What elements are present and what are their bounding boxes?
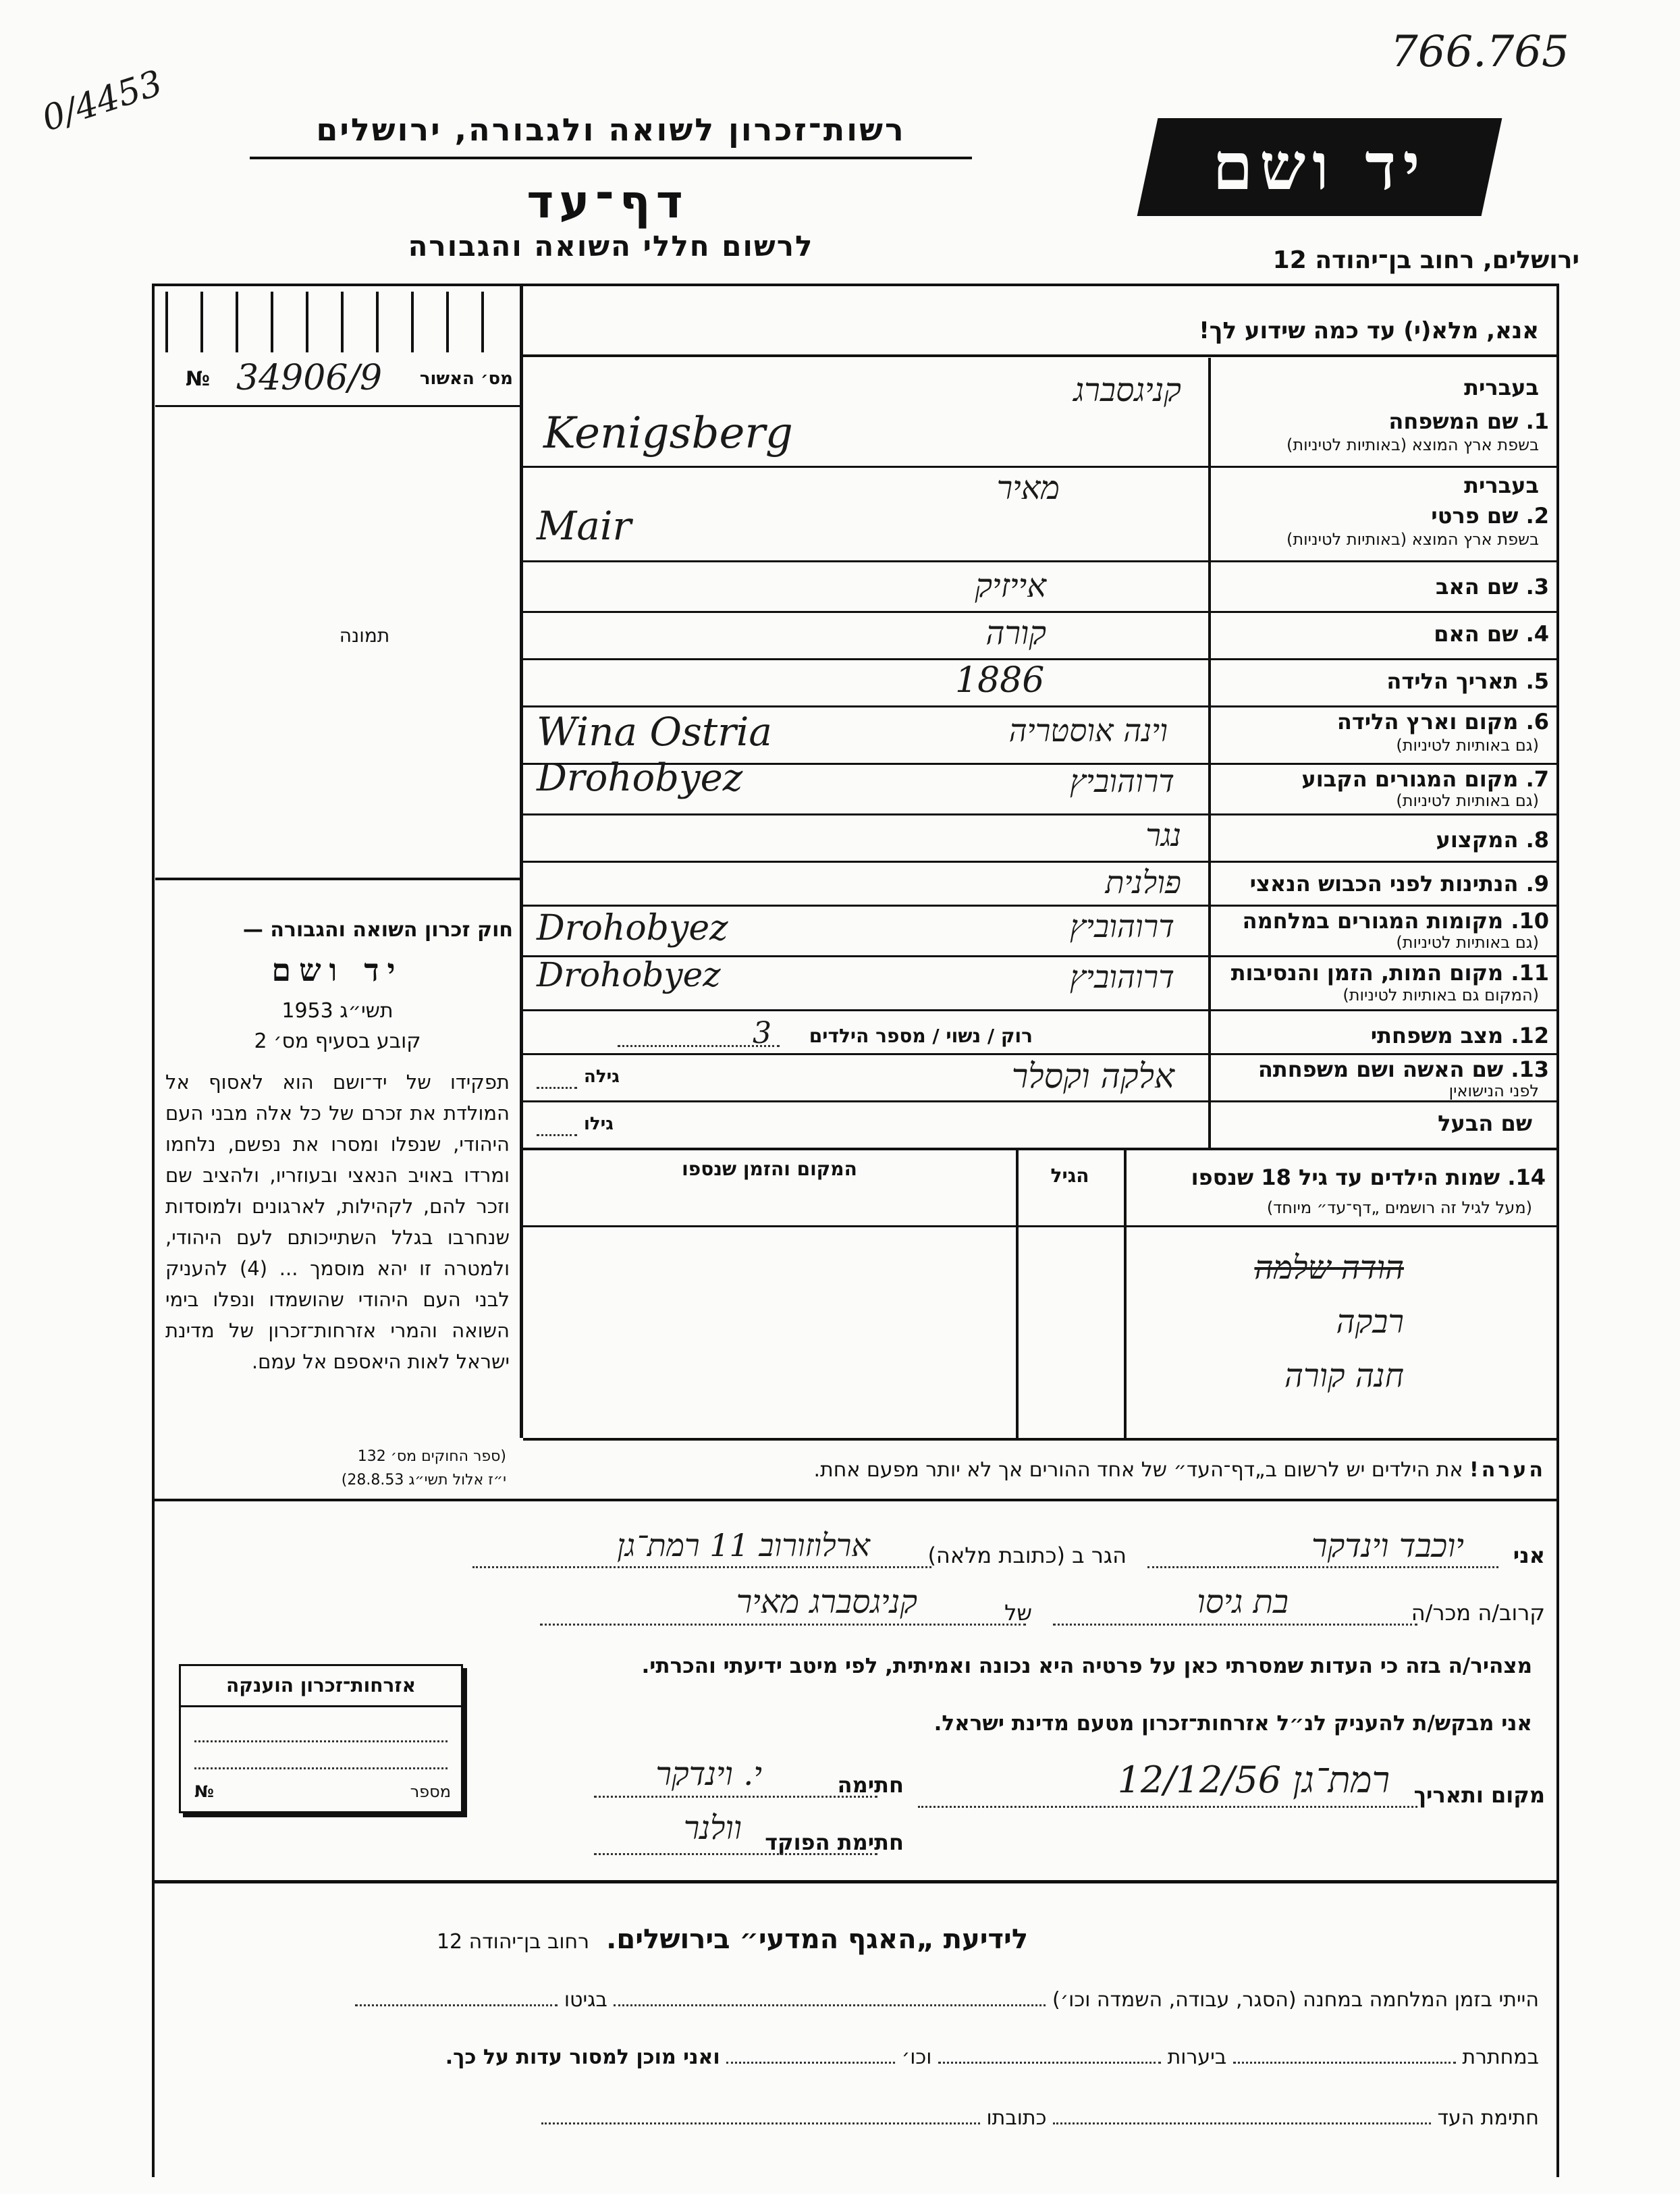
fields-section [523, 358, 1559, 1148]
registration-label: מס׳ האשור [419, 369, 513, 389]
field-10-value-he: דרוהוביץ [1069, 908, 1174, 944]
wife-age-label: גילה [584, 1067, 620, 1087]
field-1-label: 1. שם המשפחה [1388, 408, 1549, 434]
decl-relation-label: קרוב/ה מכר/ה [1411, 1600, 1545, 1626]
decl-i-label: אני [1513, 1543, 1545, 1568]
children-header-line [523, 1225, 1559, 1227]
law-year: תשי״ג 1953 [281, 999, 394, 1023]
registration-prefix: № [186, 367, 211, 391]
field-6-value-he: וינה אוסטריה [1008, 712, 1168, 749]
field-12-label: 12. מצב משפחתי [1370, 1023, 1549, 1048]
registration [182, 358, 513, 398]
authority-underline [250, 157, 972, 159]
field-10-label: 10. מקומות המגורים במלחמה [1242, 908, 1549, 934]
intro-text: אנא, מלא(י) עד כמה שידוע לך! [1199, 317, 1539, 344]
field-4-value: קורה [985, 614, 1046, 652]
decl-relation: בת גיסו [1197, 1583, 1289, 1621]
field-11-sub: (המקום גם באותיות לטיניות) [1343, 986, 1539, 1005]
husband-age-label: גילו [584, 1114, 614, 1134]
decl-address: ארלוזורוב 11 רמת־גן [617, 1527, 870, 1563]
field-13-sub: לפני הנישואין [1448, 1081, 1539, 1100]
field-9-label: 9. הנתינות לפני הכבוש הנאצי [1249, 871, 1549, 897]
law-source-2: י״ז אלול תשי״ג 28.8.53) [341, 1472, 506, 1489]
field-7-label: 7. מקום המגורים הקבוע [1301, 766, 1549, 792]
decl-of-name: קניגסברג מאיר [736, 1583, 917, 1621]
photo-label: תמונה [339, 624, 390, 647]
field-6-label: 6. מקום וארץ הלידה [1336, 709, 1549, 734]
field-8-value: נגר [1145, 817, 1181, 853]
field-5-value: 1886 [955, 660, 1045, 701]
field-7-value-he: דרוהוביץ [1069, 763, 1174, 799]
lang-hebrew-2: בעברית [1464, 473, 1539, 498]
children-place-header: המקום והזמן שנספו [682, 1158, 857, 1180]
note [526, 1458, 1546, 1482]
form-title: דף־עד [526, 176, 688, 229]
note-label: הערה! [1469, 1458, 1546, 1482]
field-1-value-he: קניגסברג [1073, 371, 1181, 409]
field-2-value-lat: Mair [537, 503, 632, 549]
children-label: 14. שמות הילדים עד גיל 18 שנספו [1191, 1165, 1546, 1190]
field-2-label: 2. שם פרטי [1431, 503, 1549, 529]
field-7-sub: (גם באותיות לטיניות) [1396, 791, 1539, 810]
field-7-value-lat: Drohobyez [537, 756, 743, 800]
children-top-line [523, 1148, 1559, 1150]
field-9-value: פולנית [1105, 864, 1181, 901]
form-subtitle: לרשום חללי השואה והגבורה [408, 230, 814, 263]
child-name-3: חנה קורה [1284, 1357, 1404, 1395]
field-5-label: 5. תאריך הלידה [1386, 668, 1549, 694]
decl-statement-2: אני מבקש/ת להעניק לנ״ל אזרחות־זכרון מטעם מדינת ישראל. [933, 1711, 1532, 1736]
field-11-value-lat: Drohobyez [537, 955, 721, 994]
footer-line-3: חתימת העד כתובתו [169, 2106, 1539, 2130]
citizenship-number-label: מספר [410, 1782, 451, 1801]
header-address: ירושלים, רחוב בן־יהודה 12 [1272, 246, 1579, 274]
field-1-value-lat: Kenigsberg [543, 408, 793, 458]
footer-line-2: במחתרת ביערות וכו׳ ואני מוכן למסור עדות על כך. [445, 2045, 1539, 2069]
decl-officer-signature: וולנר [683, 1809, 742, 1847]
field-3-value: אייזיק [975, 567, 1046, 605]
law-name: יד ושם [271, 952, 404, 988]
footer-title-row [202, 1924, 1262, 1955]
note-bottom-line [152, 1499, 1559, 1501]
field-8-label: 8. המקצוע [1436, 827, 1549, 853]
intro-line [523, 354, 1559, 357]
citizenship-prefix: № [194, 1782, 214, 1801]
field-10-value-lat: Drohobyez [537, 908, 728, 948]
children-col2 [1124, 1148, 1127, 1438]
field-1-sub: בשפת ארץ המוצא (באותיות לטיניות) [1286, 435, 1539, 454]
field-6-sub: (גם באותיות לטיניות) [1396, 736, 1539, 755]
decl-signature: י. וינדקר [655, 1755, 762, 1793]
photo-bottom-line [155, 878, 520, 880]
children-age-header: הגיל [1050, 1165, 1089, 1187]
decl-statement-1: מצהיר/ה בזה כי העדות שמסרתי כאן על פרטיה היא נכונה ואמיתית, לפי מיטב ידיעתי והכרתי. [641, 1654, 1532, 1678]
field-11-label: 11. מקום המות, הזמן והנסיבות [1230, 960, 1549, 986]
field-4-label: 4. שם האם [1434, 621, 1549, 647]
citizenship-title: אזרחות־זכרון הוענקה [226, 1674, 416, 1696]
note-text: את הילדים יש לרשום ב„דף־העד״ של אחד ההורים אך לא יותר מפעם אחת. [813, 1458, 1463, 1482]
field-2-sub: בשפת ארץ המוצא (באותיות לטיניות) [1286, 530, 1539, 549]
registration-line [155, 405, 520, 407]
tick-boxes [165, 292, 516, 352]
field-11-value-he: דרוהוביץ [1069, 959, 1174, 995]
children-col1 [1016, 1148, 1019, 1438]
note-top-line [523, 1438, 1559, 1441]
lang-hebrew-1: בעברית [1464, 375, 1539, 400]
field-2-value-he: מאיר [996, 469, 1060, 507]
decl-declarant: יוכבד וינדקר [1311, 1527, 1464, 1565]
decl-signature-label: חתימה [837, 1772, 904, 1798]
decl-place-date: רמת־גן 12/12/56 [1117, 1759, 1390, 1801]
decl-place-date-label: מקום ותאריך [1413, 1782, 1545, 1808]
authority-title: רשות־זכרון לשואה ולגבורה, ירושלים [316, 111, 906, 148]
logo-text: יד ושם [1212, 128, 1427, 205]
field-13-value: אלקה וקסלר [1011, 1056, 1174, 1096]
law-title: חוק זכרון השואה והגבורה — [242, 918, 513, 942]
footer-line-1: הייתי בזמן המלחמה במחנה (הסגר, עבודה, השמדה וכו׳) בגיטו [169, 1988, 1539, 2012]
field-12-children-count: 3 [753, 1016, 771, 1050]
archive-number: 766.765 [1390, 27, 1569, 77]
child-name-1: הודה שלמה [1254, 1249, 1404, 1287]
margin-number: 0/4453 [37, 63, 167, 140]
registration-number: 34906/9 [236, 358, 383, 398]
field-10-sub: (גם באותיות לטיניות) [1396, 933, 1539, 952]
footer-title: לידיעת „האגף המדעי״ בירושלים. [606, 1924, 1029, 1955]
decl-of-label: של [1004, 1600, 1032, 1626]
decl-resident-label: הגר ב (כתובת מלאה) [927, 1543, 1127, 1568]
footer-address: רחוב בן־יהודה 12 [436, 1930, 590, 1954]
field-12-options: רוק / נשוי / מספר הילדים [809, 1025, 1033, 1047]
field-6-value-lat: Wina Ostria [537, 709, 772, 755]
law-source-1: (ספר החוקים מס׳ 132 [357, 1448, 506, 1465]
children-sub: (מעל לגיל זה רושמים „דף־עד״ מיוחד) [1266, 1198, 1532, 1217]
field-13-label: 13. שם האשה ושם משפחתה [1257, 1056, 1549, 1082]
husband-label: שם הבעל [1438, 1111, 1532, 1136]
child-name-2: רבקה [1336, 1303, 1404, 1341]
law-clause: קובע בסעיף מס׳ 2 [254, 1029, 421, 1053]
decl-officer-label: חתימת הפוקד [765, 1829, 904, 1855]
law-text: תפקידו של יד־ושם הוא לאסוף אל המולדת את זכרם של כל אלה מבני העם היהודי, שנפלו ומסרו את נפשם, נלחמו ומרדו באויב הנאצי ובעוזריו, ולהציב שם וזכר להם, לקהילות, לארגונים ולמוסדות שנחרבו בגלל השתייכותם לעם היהודי, ולמטרה זו יהא מוסמך ... (4) להעניק לבני העם היהודי שהושמדו ונפלו בימי השואה והמרי אזרחות־זכרון של מדינת ישראל לאות היאספם אל עמם. [165, 1071, 510, 1373]
field-3-label: 3. שם האב [1435, 574, 1549, 599]
citizenship-box [179, 1664, 463, 1813]
